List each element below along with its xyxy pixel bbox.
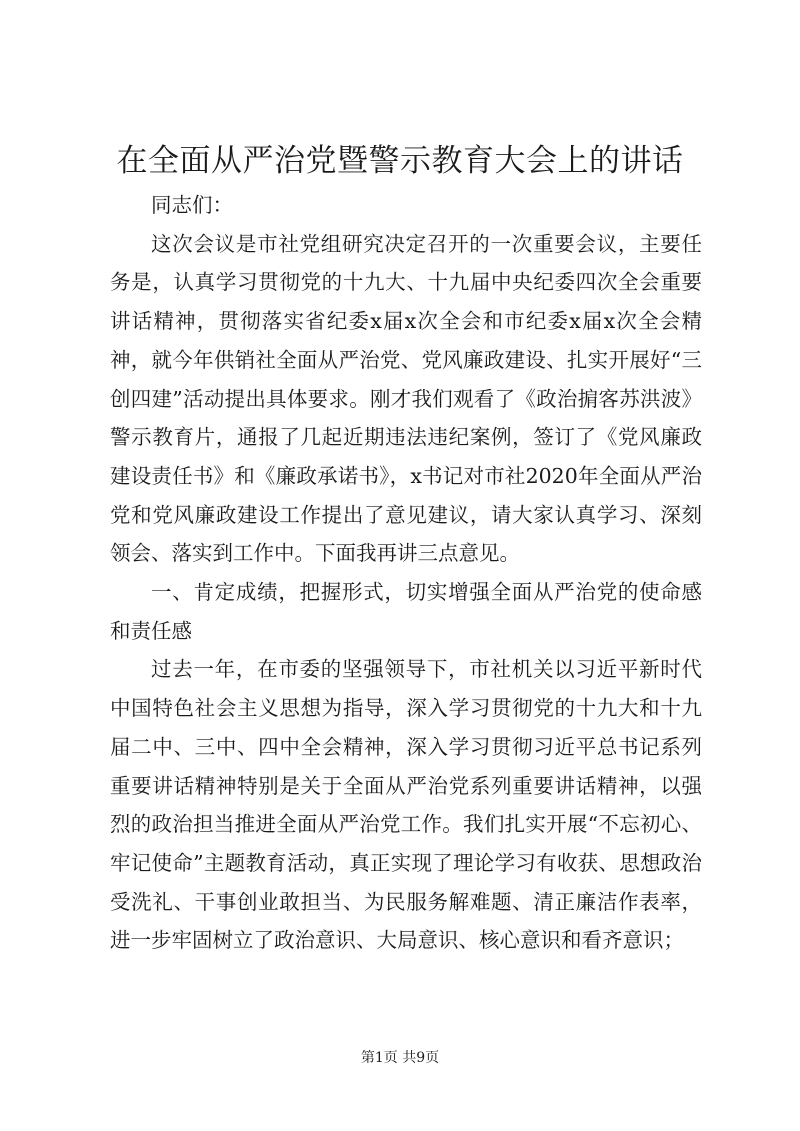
document-title: 在全面从严治党暨警示教育大会上的讲话 bbox=[116, 143, 684, 179]
body-paragraph: 这次会议是市社党组研究决定召开的一次重要会议，主要任务是，认真学习贯彻党的十九大、十九届中央纪委四次全会重要讲话精神，贯彻落实省纪委x届x次全会和市纪委x届x次全会精神，就今年供销社全面从严治党、党风廉政建设、扎实开展好“三创四建”活动提出具体要求。刚才我们观看了《政治掮客苏洪波》警示教育片，通报了几起近期违法违纪案例，签订了《党风廉政建设责任书》和《廉政承诺书》，x书记对市社2020年全面从严治党和党风廉政建设工作提出了意见建议，请大家认真学习、深刻领会、落实到工作中。下面我再讲三点意见。 bbox=[110, 231, 702, 566]
section-heading: 一、肯定成绩，把握形式，切实增强全面从严治党的使命感和责任感 bbox=[110, 580, 702, 643]
body-paragraph: 过去一年，在市委的坚强领导下，市社机关以习近平新时代中国特色社会主义思想为指导，深入学习贯彻党的十九大和十九届二中、三中、四中全会精神，深入学习贯彻习近平总书记系列重要讲话精神特别是关于全面从严治党系列重要讲话精神，以强烈的政治担当推进全面从严治党工作。我们扎实开展“不忘初心、牢记使命”主题教育活动，真正实现了理论学习有收获、思想政治受洗礼、干事创业敢担当、为民服务解难题、清正廉洁作表率，进一步牢固树立了政治意识、大局意识、核心意识和看齐意识； bbox=[110, 657, 702, 953]
page-footer: 第1页 共9页 bbox=[360, 1050, 440, 1066]
salutation-paragraph: 同志们： bbox=[151, 193, 233, 217]
document-body bbox=[110, 186, 702, 960]
